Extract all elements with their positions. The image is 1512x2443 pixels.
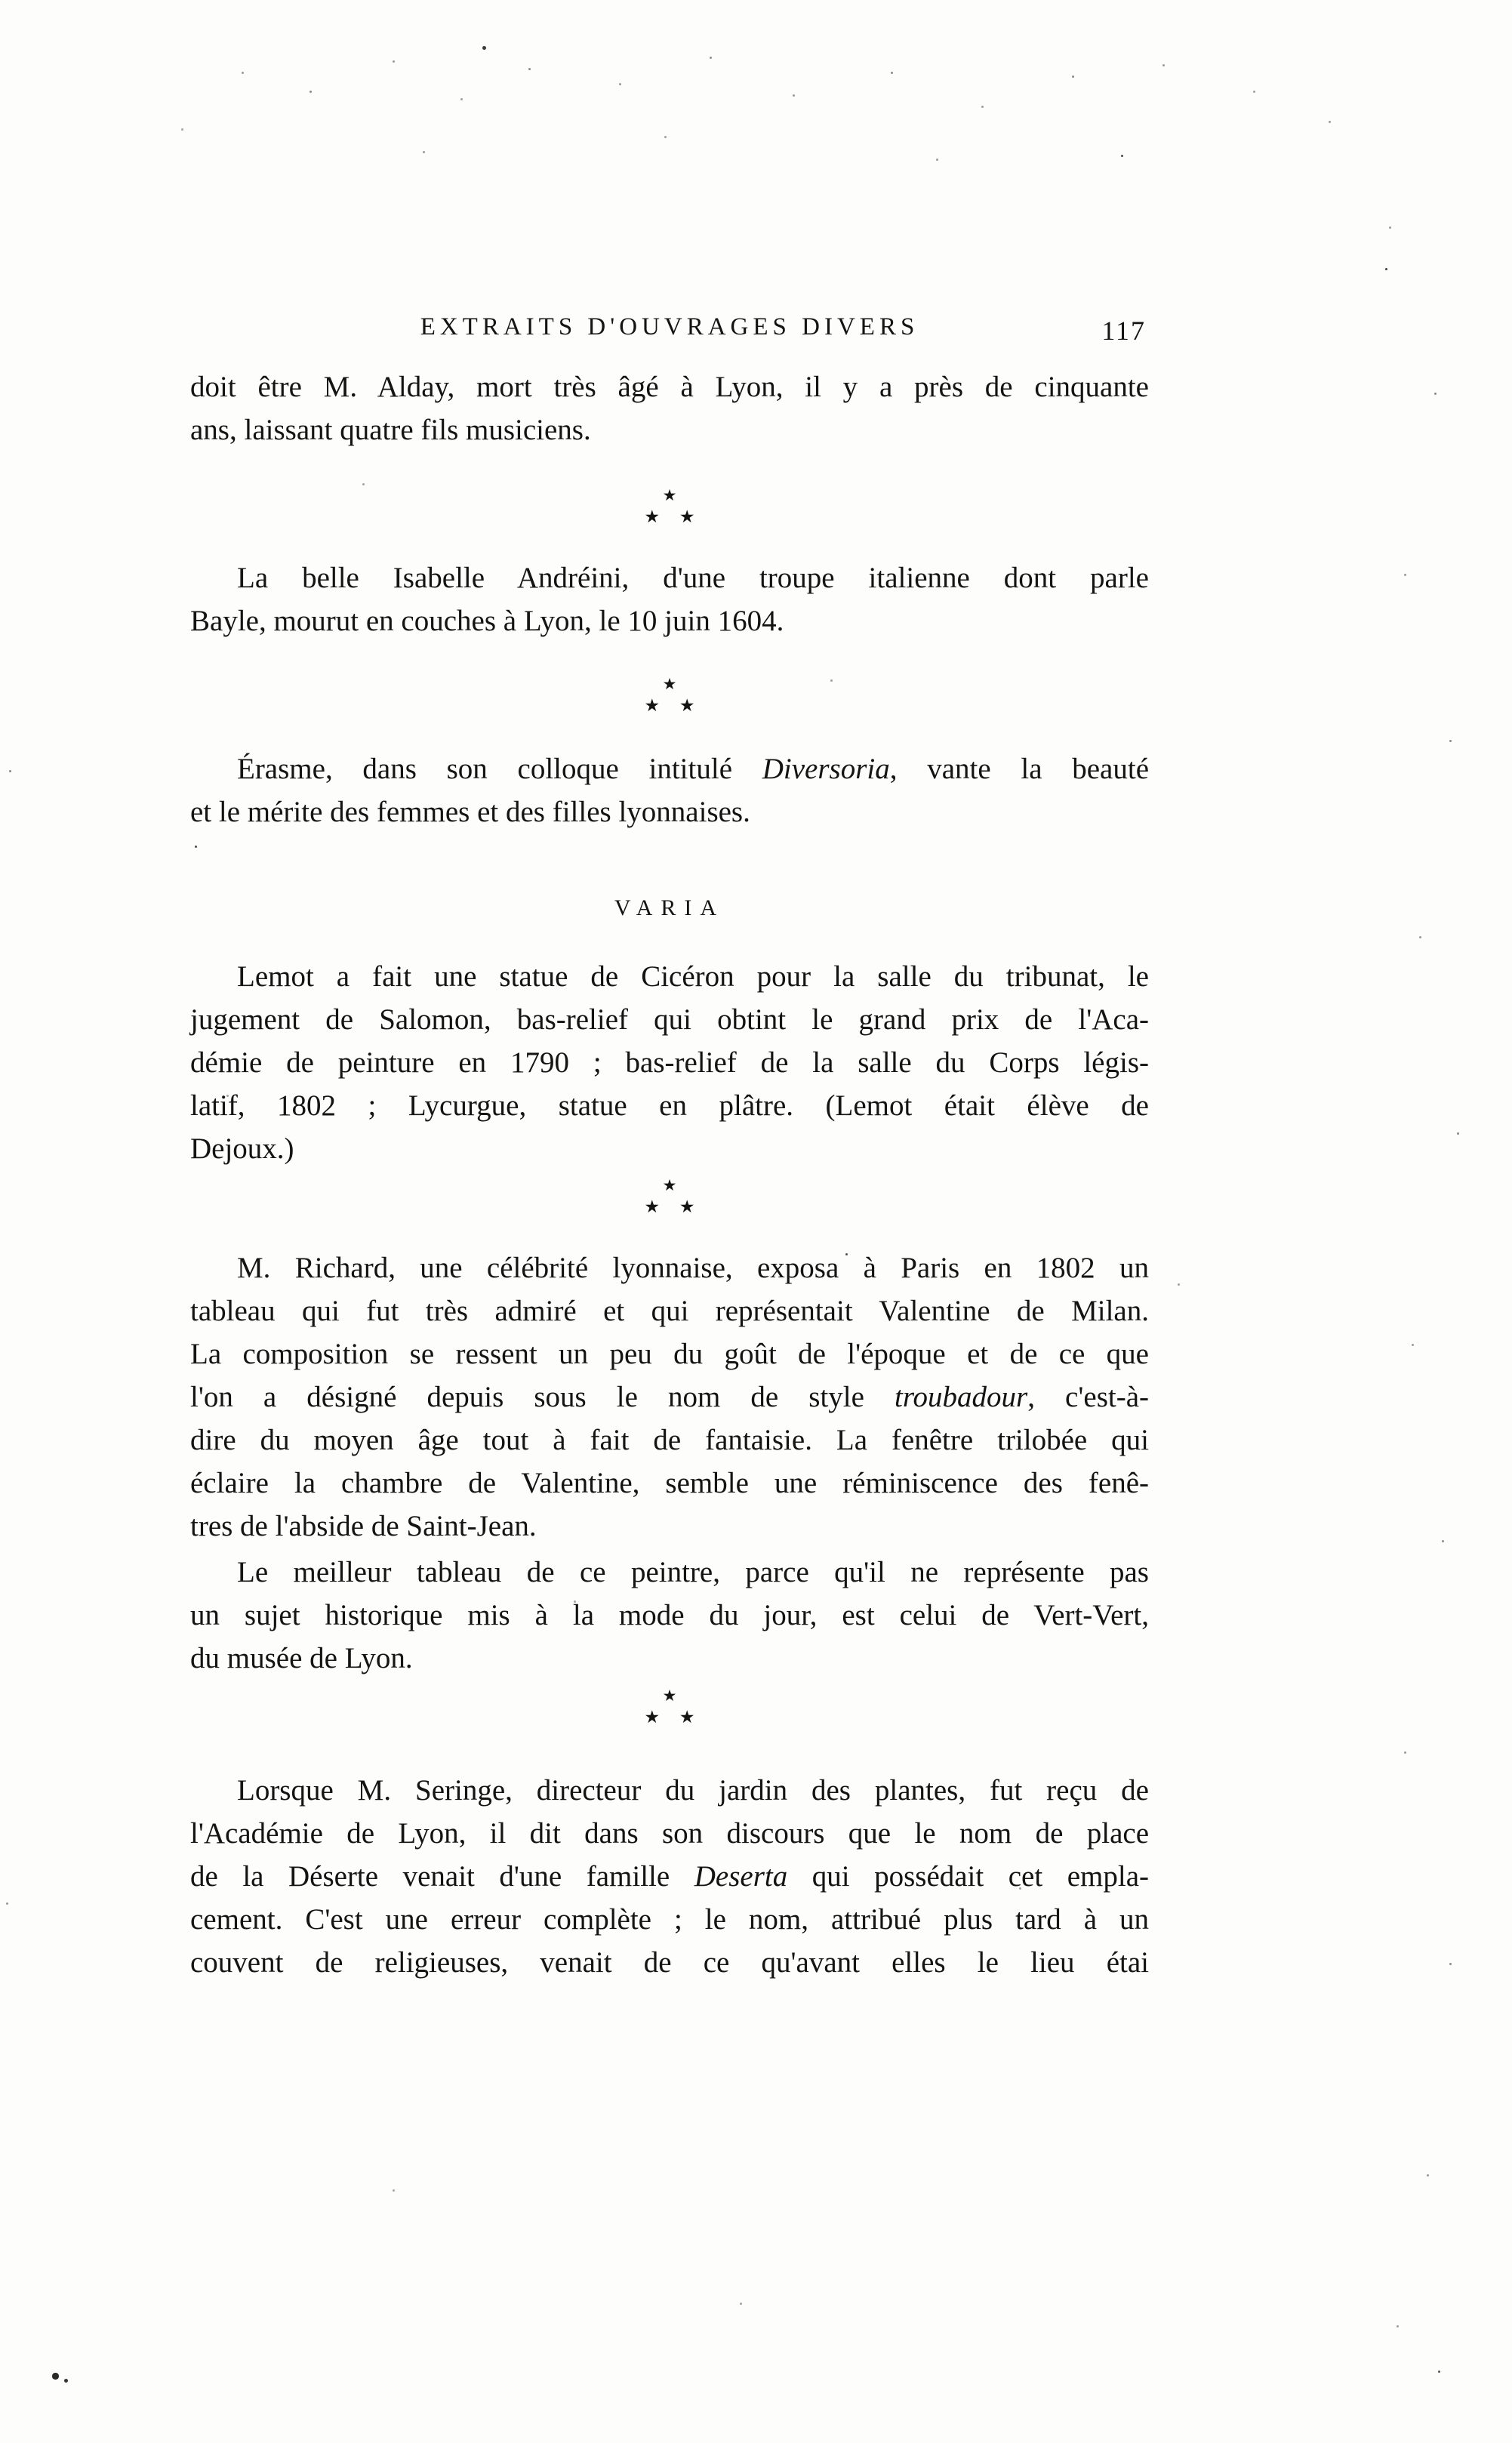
text-line	[190, 998, 1149, 1041]
page-number: 117	[1101, 316, 1146, 346]
text-line	[190, 1127, 1149, 1170]
text-line	[190, 1855, 1149, 1898]
paragraph-seringe	[190, 1769, 1149, 1984]
text-line	[190, 1376, 1149, 1419]
text-segment: éclaire la chambre de Valentine, semble une réminiscence des fenê-	[190, 1467, 1149, 1499]
text-segment: Le meilleur tableau de ce peintre, parce qu'il ne représente pas	[237, 1556, 1149, 1588]
text-line	[190, 1637, 1149, 1680]
text-segment: cement. C'est une erreur complète ; le nom, attribué plus tard à un	[190, 1903, 1149, 1936]
text-line	[190, 365, 1149, 408]
text-line	[190, 790, 1149, 833]
text-segment: démie de peinture en 1790 ; bas-relief de la salle du Corps légis-	[190, 1046, 1149, 1079]
star-row	[190, 695, 1149, 717]
asterism-separator	[190, 1175, 1149, 1218]
text-segment: Bayle, mourut en couches à Lyon, le 10 juin 1604.	[190, 605, 784, 637]
asterism-separator	[190, 673, 1149, 717]
paragraph-lemot	[190, 955, 1149, 1170]
text-segment: l'Académie de Lyon, il dit dans son discours que le nom de place	[190, 1817, 1149, 1850]
star-icon: ★	[662, 675, 677, 693]
running-title: EXTRAITS D'OUVRAGES DIVERS	[420, 313, 919, 340]
text-line	[190, 1505, 1149, 1548]
paragraph-andreini	[190, 556, 1149, 642]
italic-term: Diversoria	[762, 753, 890, 785]
star-icon: ★	[662, 486, 677, 504]
text-line	[190, 1594, 1149, 1637]
star-row	[190, 506, 1149, 528]
text-line	[190, 1084, 1149, 1127]
text-line	[190, 1041, 1149, 1084]
section-heading: VARIA	[614, 895, 725, 920]
text-line	[190, 1419, 1149, 1462]
text-segment: dire du moyen âge tout à fait de fantaisie. La fenêtre trilobée qui	[190, 1424, 1149, 1456]
text-segment: , c'est-à-	[1027, 1381, 1149, 1413]
text-segment: La belle Isabelle Andréini, d'une troupe italienne dont parle	[237, 562, 1149, 594]
text-segment: ans, laissant quatre fils musiciens.	[190, 414, 591, 446]
scan-noise-dark	[0, 0, 2, 2]
text-line	[190, 1332, 1149, 1376]
star-icon: ★	[644, 1708, 661, 1727]
text-line	[190, 1941, 1149, 1984]
text-segment: qui possédait cet empla-	[787, 1860, 1149, 1893]
text-segment: Lemot a fait une statue de Cicéron pour la salle du tribunat, le	[237, 960, 1149, 993]
text-segment: et le mérite des femmes et des filles lyonnaises.	[190, 796, 750, 828]
page-header	[190, 313, 1149, 348]
text-segment: jugement de Salomon, bas-relief qui obtint le grand prix de l'Aca-	[190, 1003, 1149, 1036]
text-segment: un sujet historique mis à la mode du jour, est celui de Vert-Vert,	[190, 1599, 1149, 1631]
text-segment: couvent de religieuses, venait de ce qu'avant elles le lieu étai	[190, 1946, 1149, 1979]
text-line	[190, 1551, 1149, 1594]
text-segment: Dejoux.)	[190, 1132, 294, 1165]
text-line	[190, 1462, 1149, 1505]
text-line	[190, 1898, 1149, 1941]
star-icon: ★	[662, 1176, 677, 1194]
text-segment: Lorsque M. Seringe, directeur du jardin des plantes, fut reçu de	[237, 1774, 1149, 1807]
text-line	[190, 747, 1149, 790]
paragraph-richard	[190, 1246, 1149, 1548]
star-icon: ★	[644, 507, 661, 526]
star-icon: ★	[644, 696, 661, 715]
text-segment: tableau qui fut très admiré et qui représentait Valentine de Milan.	[190, 1295, 1149, 1327]
italic-term: troubadour	[894, 1381, 1028, 1413]
star-icon: ★	[679, 696, 695, 715]
text-segment: La composition se ressent un peu du goût de l'époque et de ce que	[190, 1338, 1149, 1370]
star-icon: ★	[679, 1197, 695, 1216]
text-line	[190, 556, 1149, 599]
text-line	[190, 408, 1149, 451]
asterism-separator	[190, 485, 1149, 528]
star-row	[190, 1196, 1149, 1218]
text-line	[190, 955, 1149, 998]
star-icon: ★	[679, 507, 695, 526]
paragraph-meilleur-tableau	[190, 1551, 1149, 1680]
text-segment: tres de l'abside de Saint-Jean.	[190, 1510, 537, 1542]
text-line	[190, 599, 1149, 642]
text-line	[190, 1769, 1149, 1812]
text-line	[190, 1246, 1149, 1289]
star-icon: ★	[679, 1708, 695, 1727]
asterism-separator	[190, 1685, 1149, 1729]
text-segment: latif, 1802 ; Lycurgue, statue en plâtre. (Lemot était élève de	[190, 1089, 1149, 1122]
text-segment: l'on a désigné depuis sous le nom de style	[190, 1381, 895, 1413]
text-segment: , vante la beauté	[889, 753, 1150, 785]
text-segment: Érasme, dans son colloque intitulé	[237, 753, 762, 785]
italic-term: Deserta	[694, 1860, 788, 1893]
text-line	[190, 1812, 1149, 1855]
paragraph-alday	[190, 365, 1149, 451]
text-segment: doit être M. Alday, mort très âgé à Lyon, il y a près de cinquante	[190, 371, 1149, 403]
star-row	[190, 1706, 1149, 1729]
text-segment: du musée de Lyon.	[190, 1642, 413, 1674]
star-icon: ★	[662, 1687, 677, 1705]
star-icon: ★	[644, 1197, 661, 1216]
text-line	[190, 1289, 1149, 1332]
text-segment: de la Déserte venait d'une famille	[190, 1860, 694, 1893]
text-segment: M. Richard, une célébrité lyonnaise, exposa à Paris en 1802 un	[237, 1252, 1149, 1284]
paragraph-erasme	[190, 747, 1149, 833]
